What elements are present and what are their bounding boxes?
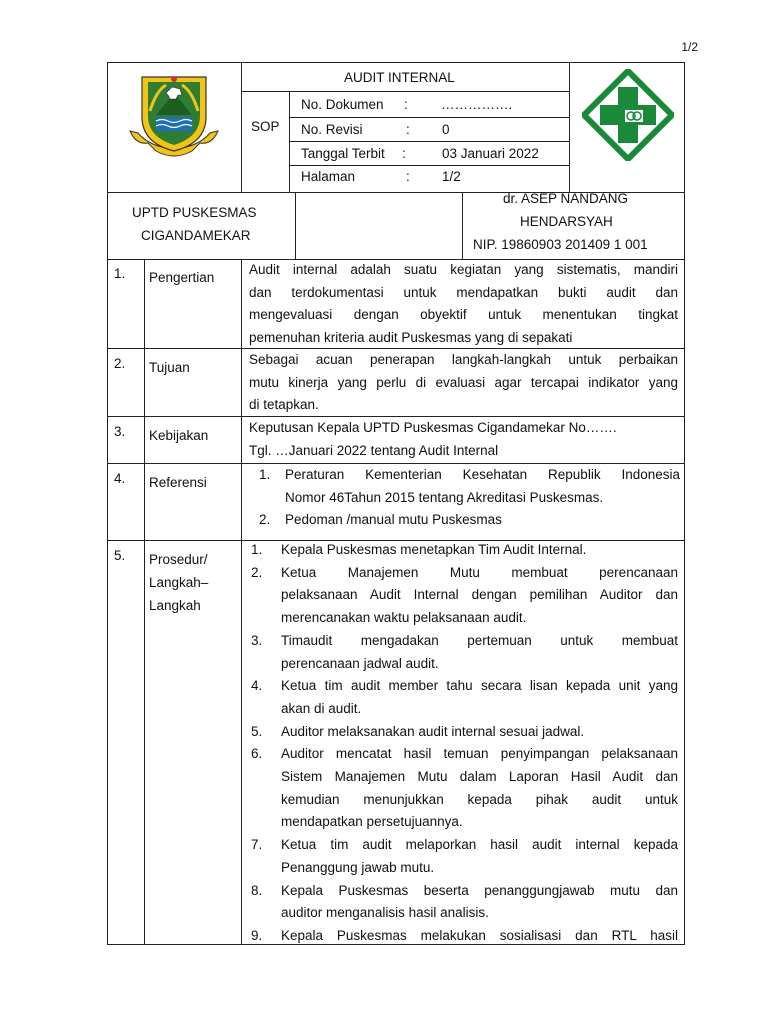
text-line: Pedoman /manual mutu Puskesmas [285,512,502,528]
text-line: Sebagai acuan penerapan langkah-langkah untuk perbaikan [249,352,678,367]
text-line: merencanakan waktu pelaksanaan audit. [281,610,527,626]
text-line: Ketua tim audit melaporkan hasil audit internal kepada [281,837,678,853]
list-item [245,464,680,509]
section-number: 5. [114,548,126,563]
text-line: Keputusan Kepala UPTD Puskesmas Cigandamekar No……. [249,420,617,435]
list-item [245,630,678,675]
list-number: 1. [259,467,271,482]
puskesmas-logo [582,69,674,164]
section-number: 4. [114,471,126,486]
field-value-halaman: 1/2 [442,169,461,184]
sop-title: AUDIT INTERNAL [344,70,455,85]
list-item [245,562,678,630]
section-label [149,548,208,617]
list-number: 5. [251,723,263,739]
sop-header-table [107,62,685,260]
text-line: Penanggung jawab mutu. [281,859,435,875]
list-item [245,834,678,879]
text-line: Ketua tim audit member tahu secara lisan kepada unit yang [281,678,678,694]
text-line: Ketua Manajemen Mutu membuat perencanaan [281,564,678,580]
section-content [245,464,680,532]
org-name-line1: UPTD PUSKESMAS [132,205,257,220]
field-label-no-revisi: No. Revisi [301,122,363,137]
list-item [245,539,678,562]
text-line: di tetapkan. [249,397,319,413]
org-name-line2: CIGANDAMEKAR [141,228,251,243]
field-sep: : [406,169,410,184]
list-number: 2. [259,512,271,528]
list-item [245,880,678,925]
page-number: 1/2 [681,40,698,54]
text-line: dan terdokumentasi untuk mendapatkan bukti audit dan [249,284,678,300]
field-sep: : [404,97,408,112]
field-label-halaman: Halaman [301,169,356,184]
field-label-tanggal-terbit: Tanggal Terbit [301,146,385,161]
list-item [245,675,678,720]
field-label-no-dokumen: No. Dokumen [301,97,384,112]
field-value-no-dokumen: ……………. [441,97,513,112]
text-line: Auditor melaksanakan audit internal sesuai jadwal. [281,723,585,739]
field-sep: : [402,146,406,161]
signer-name-line2: HENDARSYAH [520,214,613,229]
text-line: Timaudit mengadakan pertemuan untuk membuat [281,632,678,648]
section-label: Pengertian [149,270,215,285]
text-line: auditor menganalisis hasil analisis. [281,905,489,921]
section-label-line: Langkah [149,598,201,613]
list-item [245,721,678,744]
field-value-no-revisi: 0 [442,122,450,137]
text-line: Peraturan Kementerian Kesehatan Republik Indonesia [285,467,680,482]
text-line: Audit internal adalah suatu kegiatan yang sistematis, mandiri [249,262,678,277]
section-content [245,417,682,462]
field-value-tanggal-terbit: 03 Januari 2022 [442,146,539,161]
list-number: 6. [251,746,263,762]
text-line: Kepala Puskesmas beserta penanggungjawab mutu dan [281,882,678,898]
section-label: Tujuan [149,360,190,375]
sop-label: SOP [251,119,280,134]
text-line: Sistem Manajemen Mutu dalam Laporan Hasil Audit dan [281,769,678,785]
signer-name-line1: dr. ASEP NANDANG [503,191,629,206]
section-number: 1. [114,266,126,281]
section-content [245,349,682,417]
text-line: mutu kinerja yang perlu di evaluasi agar tercapai indikator yang [249,374,678,390]
list-number: 3. [251,632,263,648]
text-line: pelaksanaan Audit Internal dengan pemilihan Auditor dan [281,587,678,603]
list-number: 8. [251,882,263,898]
text-line: kemudian menunjukkan kepada pihak audit untuk [281,791,678,807]
field-sep: : [406,122,410,137]
text-line: mendapatkan persetujuannya. [281,814,463,830]
section-label-line: Langkah– [149,575,209,590]
text-line: Kepala Puskesmas menetapkan Tim Audit Internal. [281,542,587,557]
section-label: Referensi [149,475,207,490]
section-number: 3. [114,424,126,439]
section-label-line: Prosedur/ [149,552,208,567]
text-line: pemenuhan kriteria audit Puskesmas yang di sepakati [249,330,573,346]
signer-nip: NIP. 19860903 201409 1 001 [473,237,648,252]
list-item [245,743,678,834]
list-number: 1. [251,542,263,557]
section-row-referensi [107,464,685,541]
text-line: Tgl. …Januari 2022 tentang Audit Internal [249,442,499,458]
list-number: 9. [251,927,263,943]
section-label: Kebijakan [149,428,209,443]
section-row-prosedur [107,541,685,945]
section-row-tujuan [107,349,685,417]
text-line: Auditor mencatat hasil temuan penyimpangan pelaksanaan [281,746,678,762]
list-item [245,925,678,948]
text-line: mengevaluasi dengan obyektif untuk menentukan tingkat [249,307,678,323]
list-number: 7. [251,837,263,853]
list-number: 2. [251,564,263,580]
text-line: Nomor 46Tahun 2015 tentang Akreditasi Puskesmas. [285,489,604,505]
text-line: akan di audit. [281,700,362,716]
list-number: 4. [251,678,263,694]
section-row-kebijakan [107,417,685,464]
section-content [245,259,682,350]
regional-crest-logo [126,71,222,166]
text-line: Kepala Puskesmas melakukan sosialisasi dan RTL hasil [281,927,678,943]
text-line: perencanaan jadwal audit. [281,655,439,671]
section-content [245,539,678,948]
list-item [245,509,680,532]
section-row-pengertian [107,259,685,349]
section-number: 2. [114,356,126,371]
